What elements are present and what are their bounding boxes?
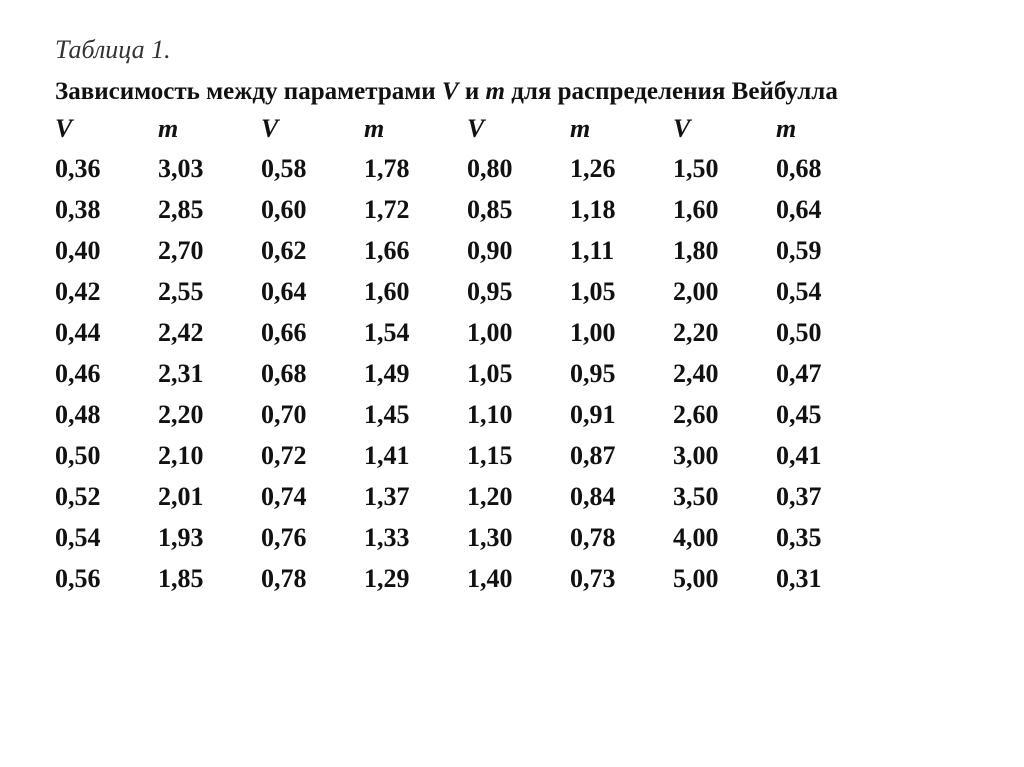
table-cell-v: 0,74 (261, 481, 307, 511)
table-cell-m: 0,41 (776, 440, 822, 470)
table-cell-m: 0,47 (776, 358, 822, 388)
table-cell-v: 0,70 (261, 399, 307, 429)
heading-suffix: для распределения Вейбулла (504, 78, 838, 105)
table-cell-v: 2,20 (673, 317, 719, 347)
table-cell-m: 0,68 (776, 153, 822, 183)
table-cell-v: 0,64 (261, 276, 307, 306)
table-cell-v: 2,40 (673, 358, 719, 388)
table-body (55, 148, 879, 599)
table-cell-v: 0,46 (55, 358, 101, 388)
column-header-m: m (158, 114, 179, 143)
column-header-v: V (467, 114, 485, 143)
table-cell-v: 0,78 (261, 563, 307, 593)
table-row (55, 312, 879, 353)
table-row (55, 517, 879, 558)
table-cell-v: 0,44 (55, 317, 101, 347)
table-caption: Таблица 1. (55, 35, 171, 64)
table-cell-m: 1,45 (364, 399, 410, 429)
table-row (55, 189, 879, 230)
table-row (55, 353, 879, 394)
table-row (55, 558, 879, 599)
table-cell-v: 2,00 (673, 276, 719, 306)
table-cell-v: 0,56 (55, 563, 101, 593)
table-row (55, 435, 879, 476)
column-header-m: m (570, 114, 591, 143)
table-cell-v: 1,60 (673, 194, 719, 224)
table-cell-v: 0,66 (261, 317, 307, 347)
table-cell-v: 1,20 (467, 481, 513, 511)
table-cell-v: 5,00 (673, 563, 719, 593)
table-cell-m: 2,31 (158, 358, 204, 388)
column-header-v: V (673, 114, 691, 143)
table-cell-v: 0,80 (467, 153, 513, 183)
header-row (55, 110, 879, 148)
heading-conj: и (458, 78, 486, 105)
table-cell-m: 2,55 (158, 276, 204, 306)
table-cell-m: 1,26 (570, 153, 616, 183)
heading-var-v: V (441, 78, 459, 105)
table-cell-m: 0,95 (570, 358, 616, 388)
table-cell-v: 4,00 (673, 522, 719, 552)
table-row (55, 271, 879, 312)
table-cell-m: 1,78 (364, 153, 410, 183)
table-cell-m: 0,35 (776, 522, 822, 552)
table-cell-m: 1,66 (364, 235, 410, 265)
table-cell-v: 0,60 (261, 194, 307, 224)
table-cell-m: 2,01 (158, 481, 204, 511)
table-cell-v: 3,50 (673, 481, 719, 511)
column-header-m: m (364, 114, 385, 143)
column-header-v: V (261, 114, 279, 143)
table-cell-m: 1,37 (364, 481, 410, 511)
table-cell-m: 0,54 (776, 276, 822, 306)
table-cell-v: 1,50 (673, 153, 719, 183)
table-cell-v: 1,00 (467, 317, 513, 347)
table-cell-v: 0,54 (55, 522, 101, 552)
table-cell-v: 1,10 (467, 399, 513, 429)
table-cell-m: 1,00 (570, 317, 616, 347)
table-cell-m: 0,73 (570, 563, 616, 593)
table-cell-v: 0,62 (261, 235, 307, 265)
table-cell-m: 1,49 (364, 358, 410, 388)
table-row (55, 230, 879, 271)
table-cell-m: 2,85 (158, 194, 204, 224)
table-cell-v: 0,85 (467, 194, 513, 224)
table-cell-m: 0,87 (570, 440, 616, 470)
table-cell-m: 0,91 (570, 399, 616, 429)
table-cell-m: 1,54 (364, 317, 410, 347)
table-cell-m: 2,20 (158, 399, 204, 429)
table-cell-m: 0,50 (776, 317, 822, 347)
table-cell-m: 1,93 (158, 522, 204, 552)
table-cell-m: 1,60 (364, 276, 410, 306)
table-cell-m: 1,29 (364, 563, 410, 593)
table-cell-m: 2,42 (158, 317, 204, 347)
table-cell-m: 1,33 (364, 522, 410, 552)
table-cell-v: 0,36 (55, 153, 101, 183)
table-cell-m: 1,18 (570, 194, 616, 224)
heading-var-m: m (485, 78, 505, 105)
table-cell-v: 0,40 (55, 235, 101, 265)
table-cell-m: 1,11 (570, 235, 615, 265)
table-cell-v: 0,52 (55, 481, 101, 511)
table-cell-m: 1,05 (570, 276, 616, 306)
table-cell-m: 0,45 (776, 399, 822, 429)
table-cell-m: 0,84 (570, 481, 616, 511)
table-cell-v: 0,90 (467, 235, 513, 265)
table-cell-v: 0,48 (55, 399, 101, 429)
table-cell-v: 0,95 (467, 276, 513, 306)
table-cell-m: 1,72 (364, 194, 410, 224)
table-cell-m: 3,03 (158, 153, 204, 183)
table-cell-v: 1,15 (467, 440, 513, 470)
table-cell-v: 1,40 (467, 563, 513, 593)
table-cell-m: 0,31 (776, 563, 822, 593)
table-cell-v: 0,72 (261, 440, 307, 470)
table-cell-v: 0,68 (261, 358, 307, 388)
table-cell-v: 0,38 (55, 194, 101, 224)
table-cell-m: 0,37 (776, 481, 822, 511)
table-row (55, 394, 879, 435)
heading-prefix: Зависимость между параметрами (55, 78, 442, 105)
table-cell-v: 0,50 (55, 440, 101, 470)
table-cell-m: 2,70 (158, 235, 204, 265)
column-header-v: V (55, 114, 73, 143)
table-cell-m: 2,10 (158, 440, 204, 470)
table-cell-v: 3,00 (673, 440, 719, 470)
table-cell-v: 0,58 (261, 153, 307, 183)
table-cell-v: 1,30 (467, 522, 513, 552)
table-cell-v: 0,76 (261, 522, 307, 552)
table-cell-v: 0,42 (55, 276, 101, 306)
column-header-m: m (776, 114, 797, 143)
table-cell-m: 1,41 (364, 440, 410, 470)
table-heading (55, 76, 995, 108)
table-row (55, 476, 879, 517)
weibull-table (55, 110, 879, 599)
table-cell-m: 0,59 (776, 235, 822, 265)
table-cell-m: 0,78 (570, 522, 616, 552)
table-cell-v: 1,05 (467, 358, 513, 388)
table-cell-m: 1,85 (158, 563, 204, 593)
table-cell-v: 1,80 (673, 235, 719, 265)
document-page (55, 34, 995, 599)
table-cell-m: 0,64 (776, 194, 822, 224)
table-row (55, 148, 879, 189)
table-cell-v: 2,60 (673, 399, 719, 429)
